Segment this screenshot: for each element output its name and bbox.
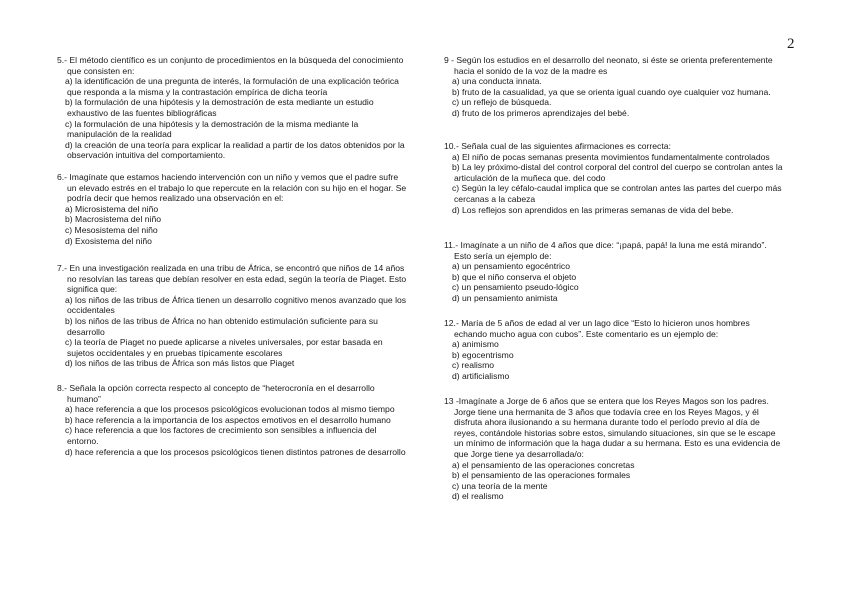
question-11 <box>444 240 784 304</box>
option-b: b) el pensamiento de las operaciones formales <box>452 470 631 481</box>
option-d: d) Exosistema del niño <box>65 235 152 246</box>
question-text: 6.- Imagínate que estamos haciendo intervención con un niño y vemos que el padre sufre un elevado estrés en el trabajo lo que repercute en la relación con su hijo en el hogar. Se podría decir que hemos realizado una observación en el: <box>57 172 407 204</box>
question-8 <box>57 383 407 457</box>
option-a: a) animismo <box>452 339 499 350</box>
question-text: 13 -Imagínate a Jorge de 6 años que se entera que los Reyes Magos son los padres. Jorge tiene una hermanita de 3 años que todavía cree en los Reyes Magos, y él disfruta ahora ilusionando a su hermana durante todo el período previo al día de reyes, contándole historias sobre estos, simulando situaciones, sin que se le escape un mínimo de información que la haga dudar a su hermana. Esto es una evidencia de que Jorge tiene ya desarrollada/o: <box>444 396 781 459</box>
option-b: b) fruto de la casualidad, ya que se orienta igual cuando oye cualquier voz humana. <box>452 86 771 97</box>
option-d: d) Los reflejos son aprendidos en las primeras semanas de vida del bebe. <box>452 204 734 215</box>
question-text: 10.- Señala cual de las siguientes afirmaciones es correcta: <box>444 141 671 151</box>
question-9 <box>444 55 784 119</box>
question-13 <box>444 396 784 502</box>
option-b: b) que el niño conserva el objeto <box>452 271 577 282</box>
option-c: c) Según la ley céfalo-caudal implica que se controlan antes las partes del cuerpo más cercanas a la cabeza <box>452 183 782 204</box>
question-text: 7.- En una investigación realizada en una tribu de África, se encontró que niños de 14 años no resolvían las tareas que debían resolver en esta edad, según la teoría de Piaget. Esto significa que: <box>57 263 407 295</box>
option-c: c) realismo <box>452 360 495 371</box>
option-d: d) artificialismo <box>452 370 510 381</box>
option-c: c) un pensamiento pseudo-lógico <box>452 282 579 293</box>
question-text: 5.- El método científico es un conjunto de procedimientos en la búsqueda del conocimiento que consisten en: <box>57 55 404 76</box>
option-b: b) egocentrismo <box>452 349 514 360</box>
question-7 <box>57 263 407 369</box>
question-text: 12.- María de 5 años de edad al ver un lago dice “Esto lo hicieron unos hombres echando mucho agua con cubos”. Este comentario es un ejemplo de: <box>444 318 750 339</box>
option-d: d) la creación de una teoría para explicar la realidad a partir de los datos obtenidos por la observación intuitiva del comportamiento. <box>65 139 405 161</box>
option-a: a) Microsistema del niño <box>65 203 159 214</box>
option-b: b) Macrosistema del niño <box>65 214 162 225</box>
option-c: c) un reflejo de búsqueda. <box>452 97 552 108</box>
option-c: c) la formulación de una hipótesis y la demostración de la misma mediante la manipulación de la realidad <box>65 118 359 140</box>
option-b: b) hace referencia a la importancia de los aspectos emotivos en el desarrollo humano <box>65 414 391 425</box>
option-c: c) una teoría de la mente <box>452 480 548 491</box>
option-d: d) un pensamiento animista <box>452 292 558 303</box>
option-a: a) los niños de las tribus de África tienen un desarrollo cognitivo menos avanzado que los occidentales <box>65 294 407 316</box>
option-b: b) La ley próximo-distal del control corporal del control del cuerpo se controlan antes la articulación de la muñeca que. del codo <box>452 162 783 183</box>
option-a: a) el pensamiento de las operaciones concretas <box>452 459 635 470</box>
option-b: b) los niños de las tribus de África no han obtenido estimulación suficiente para su desarrollo <box>65 315 378 337</box>
option-a: a) un pensamiento egocéntrico <box>452 261 571 272</box>
option-a: a) El niño de pocas semanas presenta movimientos fundamentalmente controlados <box>452 151 770 162</box>
page-number: 2 <box>787 36 795 52</box>
option-b: b) la formulación de una hipótesis y la demostración de esta mediante un estudio exhaustivo de las fuentes bibliográficas <box>65 97 374 118</box>
option-c: c) hace referencia a que los factores de crecimiento son sensibles a influencia del entorno. <box>65 425 377 446</box>
option-d: d) fruto de los primeros aprendizajes del bebé. <box>452 107 630 118</box>
option-d: d) el realismo <box>452 491 504 502</box>
option-d: d) hace referencia a que los procesos psicológicos tienen distintos patrones de desarrollo <box>65 446 406 457</box>
question-text: 9 - Según los estudios en el desarrollo del neonato, si éste se orienta preferentemente hacia el sonido de la voz de la madre es <box>444 55 773 76</box>
question-text: 11.- Imagínate a un niño de 4 años que dice: “¡papá, papá! la luna me está mirando”. Esto sería un ejemplo de: <box>444 240 767 261</box>
option-a: a) una conducta innata. <box>452 76 542 87</box>
option-d: d) los niños de las tribus de África son más listos que Piaget <box>65 358 295 369</box>
option-c: c) Mesosistema del niño <box>65 224 158 235</box>
option-a: a) la identificación de una pregunta de interés, la formulación de una explicación teórica que responda a la misma y la contrastación empírica de dicha teoría <box>65 76 399 97</box>
option-c: c) la teoría de Piaget no puede aplicarse a niveles universales, por estar basada en sujetos occidentales y en pruebas típicamente escolares <box>65 337 383 358</box>
question-10 <box>444 141 784 215</box>
question-6 <box>57 172 407 246</box>
option-a: a) hace referencia a que los procesos psicológicos evolucionan todos al mismo tiempo <box>65 404 395 415</box>
question-12 <box>444 318 784 382</box>
question-5 <box>57 55 407 161</box>
question-text: 8.- Señala la opción correcta respecto al concepto de “heterocronía en el desarrollo humano” <box>57 383 375 404</box>
